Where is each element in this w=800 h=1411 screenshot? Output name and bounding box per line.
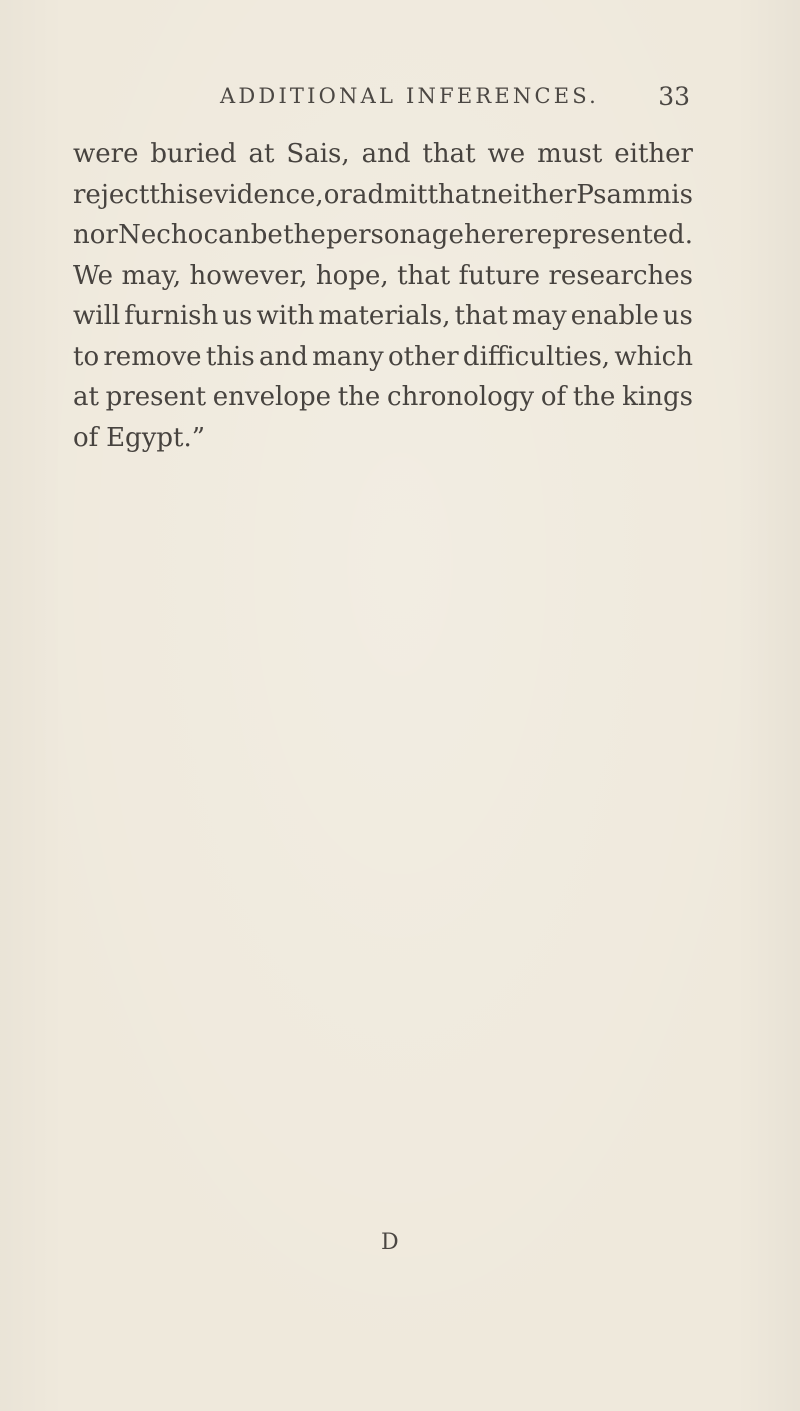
text-word: chronology — [387, 382, 535, 412]
text-word: can — [203, 220, 251, 250]
running-head — [220, 78, 690, 114]
text-word: that — [397, 260, 451, 291]
text-word: with — [256, 301, 315, 331]
text-word: and — [361, 139, 411, 169]
text-word: we — [487, 139, 526, 169]
text-word: Necho — [118, 220, 204, 250]
text-word: will — [73, 301, 121, 331]
text-word: be — [250, 220, 283, 250]
text-word: may, — [121, 260, 182, 291]
text-word: the — [572, 382, 616, 412]
text-word: nor — [73, 220, 118, 250]
text-word: to — [73, 341, 100, 372]
page-number: 33 — [658, 81, 690, 111]
text-word: which — [614, 341, 693, 372]
text-word: that — [454, 301, 508, 331]
text-word: or — [323, 179, 352, 210]
text-word: Psammis — [576, 179, 693, 210]
text-word: at — [248, 139, 275, 169]
text-line — [73, 215, 693, 256]
text-word: hope, — [315, 260, 389, 291]
text-word: of — [540, 382, 567, 412]
text-word: here — [464, 220, 525, 250]
text-word: We — [73, 260, 113, 291]
text-word: neither — [480, 179, 577, 210]
text-word: the — [337, 382, 381, 412]
text-line — [73, 377, 693, 418]
text-line — [73, 134, 693, 175]
text-word: at — [73, 382, 99, 412]
text-word: this — [149, 179, 199, 210]
text-word: that — [427, 179, 481, 210]
text-word: buried — [150, 139, 237, 169]
text-word: were — [73, 139, 139, 169]
text-word: the — [283, 220, 326, 250]
text-word: envelope — [212, 382, 331, 412]
text-word: remove — [103, 341, 202, 372]
text-word: materials, — [318, 301, 451, 331]
text-word: researches — [548, 260, 693, 291]
text-word: admit — [351, 179, 428, 210]
body-text — [73, 134, 693, 458]
text-word: may — [511, 301, 567, 331]
text-word: present — [105, 382, 207, 412]
text-line — [73, 175, 693, 216]
text-word: many — [312, 341, 384, 372]
text-word: must — [537, 139, 603, 169]
text-word: evidence, — [198, 179, 324, 210]
text-word: Egypt.” — [106, 422, 206, 453]
text-word: and — [258, 341, 308, 372]
text-word: this — [205, 341, 255, 372]
text-word: however, — [189, 260, 308, 291]
text-word: of — [73, 422, 99, 453]
text-line — [73, 337, 693, 378]
text-line — [73, 256, 693, 297]
text-word: Sais, — [286, 139, 350, 169]
text-word: kings — [622, 382, 693, 412]
text-word: either — [614, 139, 693, 169]
text-word: enable — [570, 301, 659, 331]
text-word: other — [387, 341, 459, 372]
signature-mark: D — [381, 1230, 399, 1255]
text-line — [73, 296, 693, 337]
text-line — [73, 418, 693, 459]
text-word: that — [422, 139, 476, 169]
text-word: us — [662, 301, 693, 331]
text-word: represented. — [524, 220, 693, 250]
text-word: reject — [73, 179, 150, 210]
text-word: future — [458, 260, 541, 291]
text-word: furnish — [124, 301, 219, 331]
text-word: us — [222, 301, 253, 331]
text-word: difficulties, — [462, 341, 611, 372]
text-word: personage — [326, 220, 464, 250]
running-title: ADDITIONAL INFERENCES. — [220, 84, 600, 108]
